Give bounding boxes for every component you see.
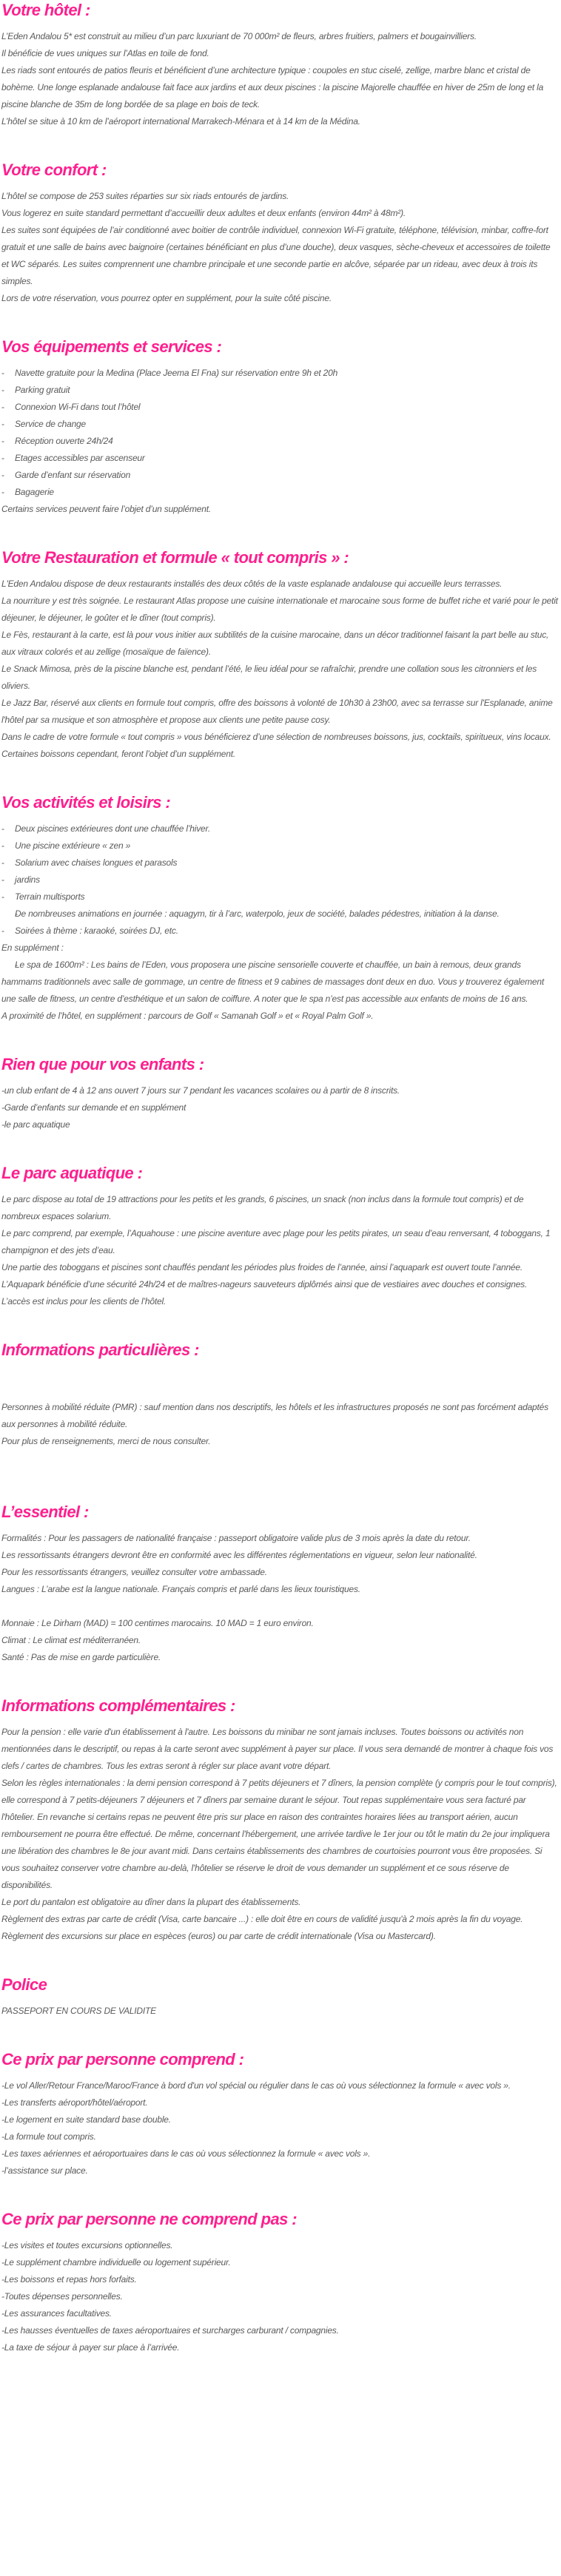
paragraph: Le Jazz Bar, réservé aux clients en formule tout compris, offre des boissons à volonté de 10h30 à 23h00, avec sa terrasse sur l'Esplanade, anime l'hôtel par sa musique et son atmosphère et propose aux clients une petite pause cosy. — [1, 698, 553, 725]
list-item: - Une piscine extérieure « zen » — [1, 837, 560, 854]
paragraph: Les ressortissants étrangers devront être en conformité avec les différentes réglementations en vigueur, selon leur nationalité. — [1, 1550, 477, 1560]
section-informations-particulieres — [1, 1340, 560, 1450]
section-title-confort: Votre confort : — [1, 161, 107, 179]
section-equipements — [1, 337, 560, 518]
paragraph: -l’assistance sur place. — [1, 2165, 88, 2176]
list-item: - Le spa de 1600m² : Les bains de l’Eden, vous proposera une piscine sensorielle couverte et chauffée, un bain à remous, deux grands hammams traditionnels avec salle de gommage, un centre de fitness et 9 cabines de massages dont deux en duo. Vous y trouverez également une salle de fitness, un centre d’esthétique et un salon de coiffure. A noter que le spa n’est pas accessible aux enfants de moins de 16 ans. — [1, 957, 560, 1008]
list-item: - jardins — [1, 871, 560, 889]
list-item: - De nombreuses animations en journée : aquagym, tir à l’arc, waterpolo, jeux de société, balades pédestres, initiation à la danse. — [1, 906, 560, 923]
list-item: - Garde d’enfant sur réservation — [1, 467, 560, 484]
paragraph: L’accès est inclus pour les clients de l’hôtel. — [1, 1296, 167, 1306]
section-prix-ne-comprend-pas — [1, 2209, 560, 2356]
section-title-equipements: Vos équipements et services : — [1, 337, 222, 356]
section-title-particulieres: Informations particulières : — [1, 1341, 199, 1359]
section-title-restauration: Votre Restauration et formule « tout compris » : — [1, 548, 349, 567]
paragraph: -Les hausses éventuelles de taxes aéroportuaires et surcharges carburant / compagnies. — [1, 2325, 339, 2336]
paragraph: Selon les règles internationales : la demi pension correspond à 7 petits déjeuners et 7 dîners, la pension complète (y compris pour le tout compris), elle correspond à 7 petits-déjeuners 7 déjeuners et 7 dîners par semaine durant le séjour. Tout repas supplémentaire vous sera facturé par l'hôtelier. En revanche si certains repas ne peuvent être pris sur place en raison des contraintes horaires liées au transport aérien, aucun remboursement ne pourra être effectué. De même, concernant l'hébergement, une arrivée tardive le 1er jour ou tôt le matin du 2e jour impliquera une libération des chambres le 8e jour avant midi. Dans certains établissements des chambres de courtoisies pourront vous être proposées. Si vous souhaitez conserver votre chambre au-delà, l'hôtelier se réserve le droit de vous demander un supplément et ce sous réserve de disponibilités. — [1, 1778, 557, 1890]
paragraph: Vous logerez en suite standard permettant d’accueillir deux adultes et deux enfants (environ 44m² à 48m²). — [1, 208, 406, 218]
supplement-label: En supplément : — [1, 943, 64, 953]
section-activites — [1, 792, 560, 1025]
list-item: - Connexion Wi-Fi dans tout l’hôtel — [1, 399, 560, 416]
section-title-parc: Le parc aquatique : — [1, 1164, 143, 1182]
activites-list — [1, 820, 560, 940]
paragraph: Climat : Le climat est méditerranéen. — [1, 1635, 141, 1645]
paragraph: -Le vol Aller/Retour France/Maroc/France à bord d'un vol spécial ou régulier dans le cas où vous sélectionnez la formule « avec vols ». — [1, 2080, 511, 2091]
section-enfants — [1, 1054, 560, 1133]
paragraph: La nourriture y est très soignée. Le restaurant Atlas propose une cuisine internationale et marocaine sous forme de buffet riche et varié pour le petit déjeuner, le déjeuner, le goûter et le dîner (tout compris). — [1, 596, 558, 623]
list-item: - Soirées à thème : karaoké, soirées DJ, etc. — [1, 923, 560, 940]
paragraph: Santé : Pas de mise en garde particulière. — [1, 1652, 161, 1662]
paragraph: L'Eden Andalou dispose de deux restaurants installés des deux côtés de la vaste esplanade andalouse qui accueille leurs terrasses. — [1, 579, 503, 589]
paragraph: Le port du pantalon est obligatoire au dîner dans la plupart des établissements. — [1, 1897, 301, 1907]
section-title-activites: Vos activités et loisirs : — [1, 793, 171, 812]
paragraph: -Toutes dépenses personnelles. — [1, 2291, 123, 2302]
section-prix-comprend — [1, 2049, 560, 2179]
paragraph: Il bénéficie de vues uniques sur l’Atlas en toile de fond. — [1, 48, 209, 58]
paragraph: Pour plus de renseignements, merci de nous consulter. — [1, 1436, 211, 1446]
paragraph: Règlement des extras par carte de crédit (Visa, carte bancaire ...) : elle doit être en cours de validité jusqu'à 2 mois après la fin du voyage. — [1, 1914, 523, 1924]
paragraph: Règlement des excursions sur place en espèces (euros) ou par carte de crédit internationale (Visa ou Mastercard). — [1, 1931, 436, 1941]
paragraph: A proximité de l’hôtel, en supplément : parcours de Golf « Samanah Golf » et « Royal Palm Golf ». — [1, 1011, 374, 1021]
section-title-hotel: Votre hôtel : — [1, 1, 90, 19]
paragraph: Dans le cadre de votre formule « tout compris » vous bénéficierez d’une sélection de nombreuses boissons, jus, cocktails, spiritueux, vins locaux. Certaines boissons cependant, feront l’objet d’un supplément. — [1, 732, 551, 759]
paragraph: Certains services peuvent faire l’objet d’un supplément. — [1, 504, 211, 514]
paragraph: -un club enfant de 4 à 12 ans ouvert 7 jours sur 7 pendant les vacances scolaires ou à partir de 8 inscrits. — [1, 1085, 400, 1096]
supplement-list — [1, 957, 560, 1008]
paragraph: -Les boissons et repas hors forfaits. — [1, 2274, 137, 2285]
section-title-comprend: Ce prix par personne comprend : — [1, 2050, 244, 2068]
paragraph: L’Eden Andalou 5* est construit au milieu d’un parc luxuriant de 70 000m² de fleurs, arbres fruitiers, palmers et bougainvilliers. — [1, 31, 477, 41]
paragraph: -le parc aquatique — [1, 1119, 70, 1130]
paragraph: -Le logement en suite standard base double. — [1, 2114, 171, 2125]
paragraph: Pour les ressortissants étrangers, veuillez consulter votre ambassade. — [1, 1567, 267, 1577]
paragraph: Personnes à mobilité réduite (PMR) : sauf mention dans nos descriptifs, les hôtels et les infrastructures proposés ne sont pas forcément adaptés aux personnes à mobilité réduite. — [1, 1402, 548, 1429]
paragraph: -Garde d’enfants sur demande et en supplément — [1, 1102, 187, 1113]
paragraph: Formalités : Pour les passagers de nationalité française : passeport obligatoire valide plus de 3 mois après la date du retour. — [1, 1533, 471, 1543]
paragraph: -Les visites et toutes excursions optionnelles. — [1, 2240, 173, 2250]
paragraph: L’Aquapark bénéficie d’une sécurité 24h/24 et de maîtres-nageurs sauveteurs diplômés ainsi que de vestiaires avec douches et consignes. — [1, 1279, 528, 1289]
paragraph: L’hôtel se situe à 10 km de l’aéroport international Marrakech-Ménara et à 14 km de la Médina. — [1, 116, 360, 127]
paragraph: Lors de votre réservation, vous pourrez opter en supplément, pour la suite côté piscine. — [1, 293, 332, 303]
paragraph: -Le supplément chambre individuelle ou logement supérieur. — [1, 2257, 231, 2268]
paragraph: Le Fès, restaurant à la carte, est là pour vous initier aux subtilités de la cuisine marocaine, dans un décor traditionnel faisant la part belle au stuc, aux vitraux colorés et au zellige (mosaïque de faïence). — [1, 630, 549, 657]
section-title-complementaires: Informations complémentaires : — [1, 1696, 235, 1715]
paragraph: Le parc comprend, par exemple, l’Aquahouse : une piscine aventure avec plage pour les petits pirates, un seau d’eau renversant, 4 toboggans, 1 champignon et des jets d’eau. — [1, 1228, 551, 1255]
section-title-essentiel: L’essentiel : — [1, 1503, 89, 1521]
list-item: - Etages accessibles par ascenseur — [1, 450, 560, 467]
section-police — [1, 1975, 560, 2020]
list-item: - Service de change — [1, 416, 560, 433]
section-hotel — [1, 0, 560, 130]
section-confort — [1, 160, 560, 307]
paragraph: -La formule tout compris. — [1, 2131, 96, 2142]
section-title-police: Police — [1, 1975, 47, 1994]
list-item: - Solarium avec chaises longues et parasols — [1, 854, 560, 871]
paragraph: -Les transferts aéroport/hôtel/aéroport. — [1, 2097, 148, 2108]
paragraph: Une partie des toboggans et piscines sont chauffés pendant les périodes plus froides de l’année, ainsi l’aquapark est ouvert toute l’année. — [1, 1262, 523, 1272]
paragraph: L’hôtel se compose de 253 suites réparties sur six riads entourés de jardins. — [1, 191, 289, 201]
paragraph: PASSEPORT EN COURS DE VALIDITE — [1, 2006, 156, 2016]
paragraph: Langues : L’arabe est la langue nationale. Français compris et parlé dans les lieux touristiques. — [1, 1584, 360, 1594]
paragraph: Le parc dispose au total de 19 attractions pour les petits et les grands, 6 piscines, un snack (non inclus dans la formule tout compris) et de nombreux espaces solarium. — [1, 1194, 524, 1221]
list-item: - Terrain multisports — [1, 889, 560, 906]
section-title-enfants: Rien que pour vos enfants : — [1, 1055, 204, 1073]
paragraph: Les suites sont équipées de l’air conditionné avec boitier de contrôle individuel, connexion Wi-Fi gratuite, téléphone, télévision, minbar, coffre-fort gratuit et une salle de bains avec baignoire (certaines bénéficiant en plus d’une douche), deux vasques, sèche-cheveux et accessoires de toilette et WC séparés. Les suites comprennent une chambre principale et une seconde partie en alcôve, séparée par un rideau, avec deux à trois its simples. — [1, 225, 551, 286]
paragraph: -La taxe de séjour à payer sur place à l’arrivée. — [1, 2342, 180, 2353]
section-restauration — [1, 547, 560, 763]
list-item: - Parking gratuit — [1, 382, 560, 399]
paragraph: -Les taxes aériennes et aéroportuaires dans le cas où vous sélectionnez la formule « avec vols ». — [1, 2148, 371, 2159]
section-essentiel — [1, 1502, 560, 1666]
paragraph: Le Snack Mimosa, près de la piscine blanche est, pendant l’été, le lieu idéal pour se rafraîchir, prendre une collation sous les citronniers et les oliviers. — [1, 664, 537, 691]
list-item: - Réception ouverte 24h/24 — [1, 433, 560, 450]
paragraph: Pour la pension : elle varie d'un établissement à l'autre. Les boissons du minibar ne sont jamais incluses. Toutes boissons ou activités non mentionnées dans le descriptif, ou repas à la carte seront avec supplément à payer sur place. Il vous sera demandé de montrer à chaque fois vos clefs / cartes de chambres. Tous les extras seront à régler sur place avant votre départ. — [1, 1727, 554, 1771]
section-parc-aquatique — [1, 1163, 560, 1310]
list-item: - Bagagerie — [1, 484, 560, 501]
section-title-ne-comprend-pas: Ce prix par personne ne comprend pas : — [1, 2210, 297, 2228]
section-informations-complementaires — [1, 1696, 560, 1945]
list-item: - Navette gratuite pour la Medina (Place Jeema El Fna) sur réservation entre 9h et 20h — [1, 365, 560, 382]
paragraph: Monnaie : Le Dirham (MAD) = 100 centimes marocains. 10 MAD = 1 euro environ. — [1, 1618, 314, 1628]
paragraph: Les riads sont entourés de patios fleuris et bénéficient d’une architecture typique : coupoles en stuc ciselé, zellige, marbre blanc et cristal de bohème. Une longe esplanade andalouse fait face aux jardins et aux deux piscines : la piscine Majorelle chauffée en hiver de 25m de long et la piscine blanche de 35m de long bordée de sa plage en bois de teck. — [1, 65, 544, 109]
list-item: - Deux piscines extérieures dont une chauffée l’hiver. — [1, 820, 560, 837]
paragraph: -Les assurances facultatives. — [1, 2308, 112, 2319]
equipements-list — [1, 365, 560, 501]
